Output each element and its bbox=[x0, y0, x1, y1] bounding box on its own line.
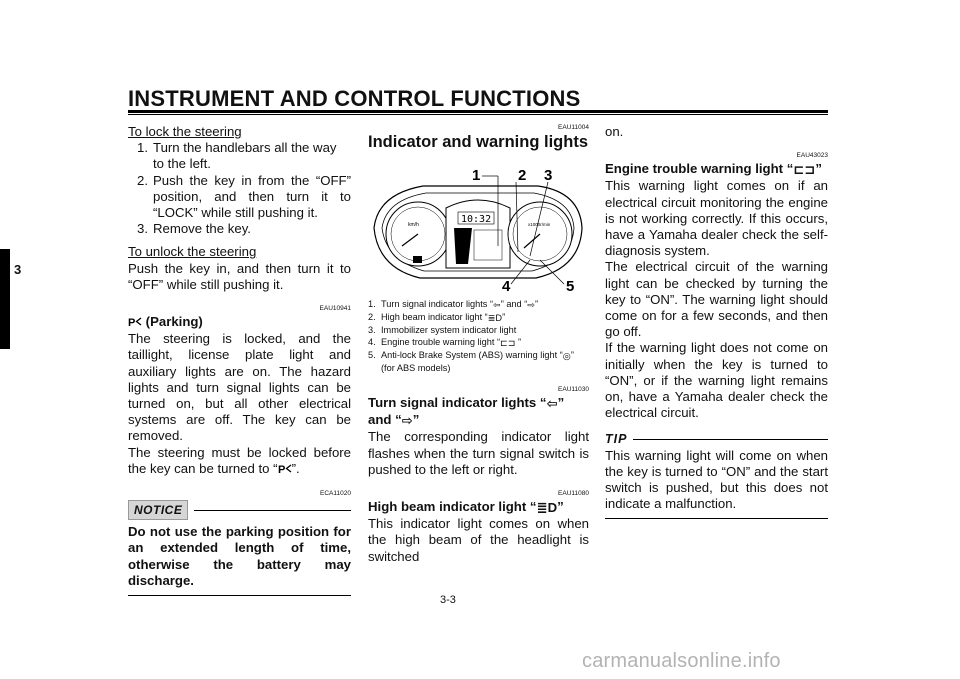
engine-icon: ⊏⊐ bbox=[500, 338, 516, 348]
notice-end-rule bbox=[128, 595, 351, 596]
engine-icon: ⊏⊐ bbox=[793, 162, 816, 178]
section-code: EAU11004 bbox=[558, 124, 589, 131]
section-code: EAU10941 bbox=[319, 305, 351, 313]
continued-text: on. bbox=[605, 124, 624, 139]
parking-text-2: The steering must be locked before the key can be turned to “ P ”. bbox=[128, 445, 351, 478]
callout-2: 2 bbox=[518, 167, 527, 184]
tip-header bbox=[605, 431, 828, 447]
caption-3: 3. Immobilizer system indicator light bbox=[368, 325, 517, 335]
tip-end-rule bbox=[605, 518, 828, 519]
tip-label: TIP bbox=[605, 432, 628, 447]
header-rule bbox=[128, 110, 828, 113]
turn-right-icon: ⇨ bbox=[527, 300, 535, 310]
column-left bbox=[128, 124, 351, 596]
callout-3: 3 bbox=[544, 167, 553, 184]
clock-readout: 10:32 bbox=[461, 214, 492, 225]
abs-icon: ◎ bbox=[562, 351, 571, 361]
svg-text:P: P bbox=[277, 463, 285, 474]
section-code: EAU11080 bbox=[558, 490, 589, 498]
section-code: EAU43023 bbox=[796, 152, 828, 160]
instrument-cluster-figure bbox=[368, 156, 589, 296]
watermark: carmanualsonline.info bbox=[582, 650, 781, 672]
callout-1: 1 bbox=[472, 167, 481, 184]
column-right bbox=[605, 124, 828, 519]
parking-text: The steering is locked, and the taillight, license plate light and auxiliary lights are on. The hazard lights and turn signal lights can be turned on, but all other electrical systems are off. The key can be removed. bbox=[128, 331, 351, 444]
notice-text: Do not use the parking position for an extended length of time, otherwise the battery may discharge. bbox=[128, 524, 351, 588]
notice-code: ECA11020 bbox=[320, 490, 351, 498]
caption-2: 2. High beam indicator light “≣D” bbox=[368, 312, 506, 323]
column-middle bbox=[368, 124, 589, 565]
lock-step-3: 3. Remove the key. bbox=[137, 221, 251, 237]
callout-4: 4 bbox=[502, 278, 511, 295]
callout-5: 5 bbox=[566, 278, 575, 295]
high-beam-icon: ≣D bbox=[536, 500, 558, 516]
svg-text:P: P bbox=[128, 317, 136, 328]
turn-signal-heading: Turn signal indicator lights “⇦” and “⇨” bbox=[368, 395, 565, 429]
lock-step-1: 1. Turn the handlebars all the way to the left. bbox=[137, 140, 337, 172]
engine-warning-text-1: This warning light comes on if an electrical circuit monitoring the engine is not working correctly. If this occurs, have a Yamaha dealer check the self-diagnosis system. bbox=[605, 178, 828, 259]
turn-right-icon: ⇨ bbox=[401, 413, 413, 429]
high-beam-heading: High beam indicator light “≣D” bbox=[368, 499, 564, 516]
page-header-title: INSTRUMENT AND CONTROL FUNCTIONS bbox=[128, 86, 581, 111]
notice-header bbox=[128, 500, 351, 520]
tip-rule bbox=[633, 439, 828, 440]
section-code: EAU11030 bbox=[558, 386, 589, 393]
notice-badge: NOTICE bbox=[128, 500, 188, 520]
rpm-unit-label: x1000r/min bbox=[528, 222, 551, 227]
header-rule-thin bbox=[128, 114, 828, 115]
page-number: 3-3 bbox=[440, 594, 456, 606]
turn-left-icon: ⇦ bbox=[493, 300, 501, 310]
engine-warning-heading: Engine trouble warning light “⊏⊐” bbox=[605, 161, 822, 178]
chapter-tab bbox=[0, 249, 10, 349]
turn-left-icon: ⇦ bbox=[546, 396, 558, 411]
parking-heading: P (Parking) bbox=[128, 314, 351, 331]
parking-icon bbox=[278, 462, 292, 478]
caption-5: 5. Anti-lock Brake System (ABS) warning light “◎” (for ABS models) bbox=[368, 350, 574, 373]
chapter-tab-number: 3 bbox=[14, 262, 22, 277]
high-beam-text: This indicator light comes on when the high beam of the headlight is switched bbox=[368, 516, 589, 564]
caption-4: 4. Engine trouble warning light “⊏⊐ ” bbox=[368, 337, 522, 348]
parking-icon bbox=[128, 315, 142, 331]
caption-1: 1. Turn signal indicator lights “⇦” and “⇨” bbox=[368, 299, 539, 310]
engine-warning-text-2: The electrical circuit of the warning light can be checked by turning the key to “ON”. The warning light should come on for a few seconds, and then go off. bbox=[605, 259, 828, 340]
turn-signal-text: The corresponding indicator light flashes when the turn signal switch is pushed to the left or right. bbox=[368, 429, 589, 477]
speed-unit-label: km/h bbox=[408, 222, 419, 228]
lock-steering-heading: To lock the steering bbox=[128, 124, 242, 139]
lock-step-2: 2. Push the key in from the “OFF” position, and then turn it to “LOCK” while still pushing it. bbox=[137, 172, 351, 221]
high-beam-icon: ≣D bbox=[487, 313, 503, 323]
unlock-steering-heading: To unlock the steering bbox=[128, 244, 257, 260]
tip-text: This warning light will come on when the key is turned to “ON” and the start switch is pushed, but this does not indicate a malfunction. bbox=[605, 447, 828, 512]
unlock-steering-text: Push the key in, and then turn it to “OFF” while still pushing it. bbox=[128, 260, 351, 292]
figure-captions bbox=[368, 298, 589, 374]
instrument-cluster-illustration bbox=[368, 156, 589, 296]
indicator-heading: Indicator and warning lights bbox=[368, 133, 589, 151]
engine-warning-text-3: If the warning light does not come on initially when the key is turned to “ON”, or if the warning light remains on, have a Yamaha dealer check the electrical circuit. bbox=[605, 340, 828, 421]
notice-rule bbox=[194, 510, 351, 511]
